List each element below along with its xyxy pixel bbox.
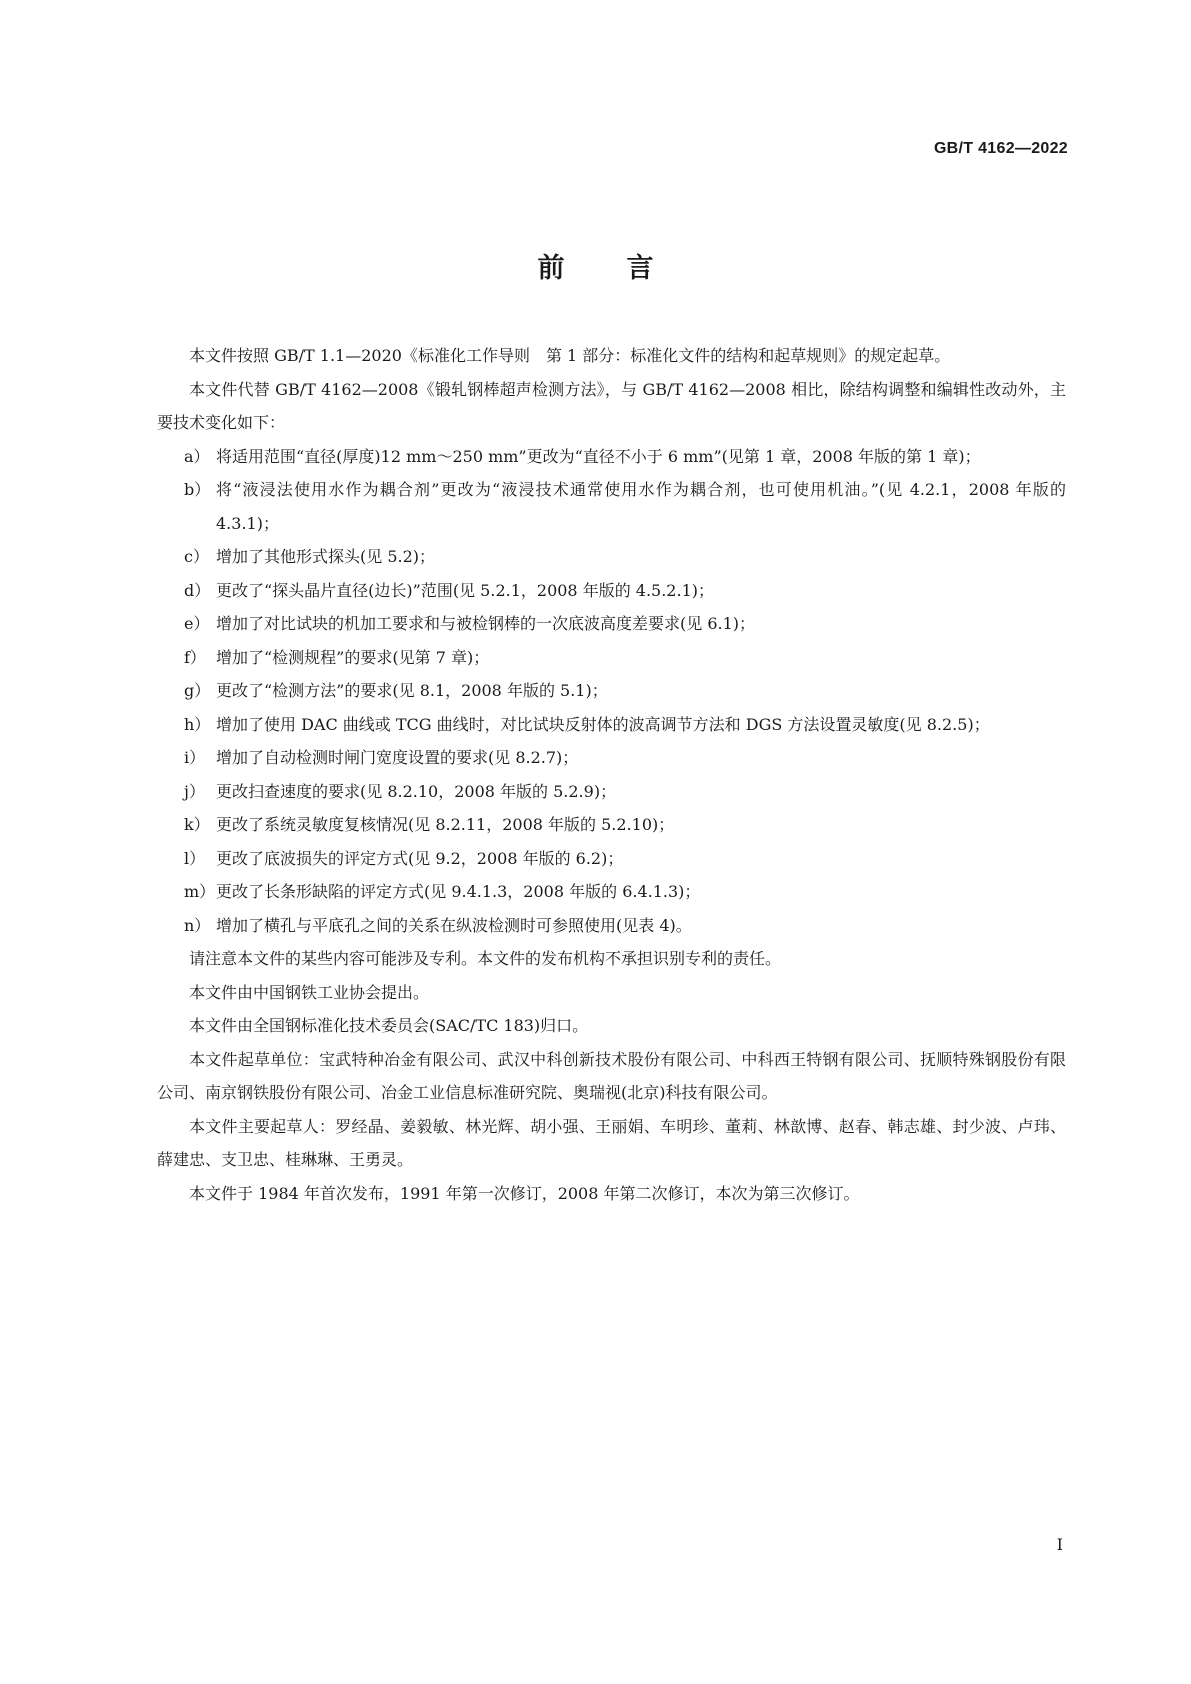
list-marker: i） xyxy=(184,748,206,767)
list-marker: f） xyxy=(184,647,206,667)
list-marker: c） xyxy=(184,547,209,566)
list-item-text: 更改了“检测方法”的要求(见 8.1，2008 年版的 5.1)； xyxy=(216,681,608,700)
list-marker: m） xyxy=(184,882,216,901)
list-item-text: 增加了“检测规程”的要求(见第 7 章)； xyxy=(216,647,490,667)
page-title: 前言 xyxy=(537,253,716,284)
page-number: I xyxy=(1056,1535,1063,1554)
list-marker: j） xyxy=(184,781,205,801)
list-item-text: 增加了使用 DAC 曲线或 TCG 曲线时，对比试块反射体的波高调节方法和 DGS 方法设置灵敏度(见 8.2.5)； xyxy=(216,714,990,734)
list-item xyxy=(157,708,1066,742)
foreword-body xyxy=(157,339,1066,1210)
list-item xyxy=(157,741,1066,775)
list-item-text: 更改了长条形缺陷的评定方式(见 9.4.1.3，2008 年版的 6.4.1.3)； xyxy=(216,882,701,901)
list-item xyxy=(157,775,1066,809)
list-marker: n） xyxy=(184,915,211,935)
list-item-text: 更改了系统灵敏度复核情况(见 8.2.11，2008 年版的 5.2.10)； xyxy=(216,815,675,834)
list-item-text: 将适用范围“直径(厚度)12 mm～250 mm”更改为“直径不小于 6 mm”(见第 1 章，2008 年版的第 1 章)； xyxy=(216,446,981,466)
list-item-text: 增加了自动检测时闸门宽度设置的要求(见 8.2.7)； xyxy=(216,748,579,767)
list-item xyxy=(157,574,1066,608)
list-item xyxy=(157,674,1066,708)
paragraph-history: 本文件于 1984 年首次发布，1991 年第一次修订，2008 年第二次修订，本次为第三次修订。 xyxy=(189,1183,860,1203)
list-item xyxy=(157,540,1066,574)
list-item xyxy=(157,808,1066,842)
list-marker: d） xyxy=(184,580,211,600)
list-item-text: 更改扫查速度的要求(见 8.2.10，2008 年版的 5.2.9)； xyxy=(216,781,617,801)
list-item xyxy=(157,641,1066,675)
list-marker: l） xyxy=(184,848,206,868)
paragraph-drafting-basis: 本文件按照 GB/T 1.1—2020《标准化工作导则 第 1 部分：标准化文件的结构和起草规则》的规定起草。 xyxy=(189,346,951,365)
list-item xyxy=(157,473,1066,540)
changes-list xyxy=(157,440,1066,943)
list-item-text: 将“液浸法使用水作为耦合剂”更改为“液浸技术通常使用水作为耦合剂，也可使用机油。”(见 4.2.1，2008 年版的 4.3.1)； xyxy=(216,480,1066,533)
list-item-text: 增加了对比试块的机加工要求和与被检钢棒的一次底波高度差要求(见 6.1)； xyxy=(216,614,756,633)
standard-code: GB/T 4162—2022 xyxy=(933,140,1068,157)
list-marker: a） xyxy=(184,446,210,466)
list-item xyxy=(157,875,1066,909)
list-item-text: 增加了其他形式探头(见 5.2)； xyxy=(216,547,436,566)
list-item xyxy=(157,607,1066,641)
paragraph-patent-notice: 请注意本文件的某些内容可能涉及专利。本文件的发布机构不承担识别专利的责任。 xyxy=(189,949,782,968)
list-marker: g） xyxy=(184,681,211,700)
paragraph-proposer: 本文件由中国钢铁工业协会提出。 xyxy=(189,982,430,1002)
list-marker: k） xyxy=(184,815,210,834)
list-item xyxy=(157,842,1066,876)
paragraph-committee: 本文件由全国钢标准化技术委员会(SAC/TC 183)归口。 xyxy=(189,1016,589,1035)
list-marker: b） xyxy=(184,480,211,499)
list-marker: h） xyxy=(184,714,211,734)
list-item-text: 更改了底波损失的评定方式(见 9.2，2008 年版的 6.2)； xyxy=(216,848,624,868)
paragraph-drafters: 本文件主要起草人：罗经晶、姜毅敏、林光辉、胡小强、王丽娟、车明珍、董莉、林歆博、赵春、韩志雄、封少波、卢玮、薛建忠、支卫忠、桂琳琳、王勇灵。 xyxy=(157,1116,1066,1169)
list-item-text: 增加了横孔与平底孔之间的关系在纵波检测时可参照使用(见表 4)。 xyxy=(216,915,692,935)
paragraph-replacement: 本文件代替 GB/T 4162—2008《锻轧钢棒超声检测方法》，与 GB/T 4162—2008 相比，除结构调整和编辑性改动外，主要技术变化如下： xyxy=(157,379,1066,432)
list-item xyxy=(157,909,1066,943)
list-item-text: 更改了“探头晶片直径(边长)”范围(见 5.2.1，2008 年版的 4.5.2.1)； xyxy=(216,580,714,600)
paragraph-drafting-units: 本文件起草单位：宝武特种冶金有限公司、武汉中科创新技术股份有限公司、中科西王特钢有限公司、抚顺特殊钢股份有限公司、南京钢铁股份有限公司、冶金工业信息标准研究院、奥瑞视(北京)科技有限公司。 xyxy=(157,1049,1066,1102)
list-item xyxy=(157,440,1066,474)
list-marker: e） xyxy=(184,614,210,633)
